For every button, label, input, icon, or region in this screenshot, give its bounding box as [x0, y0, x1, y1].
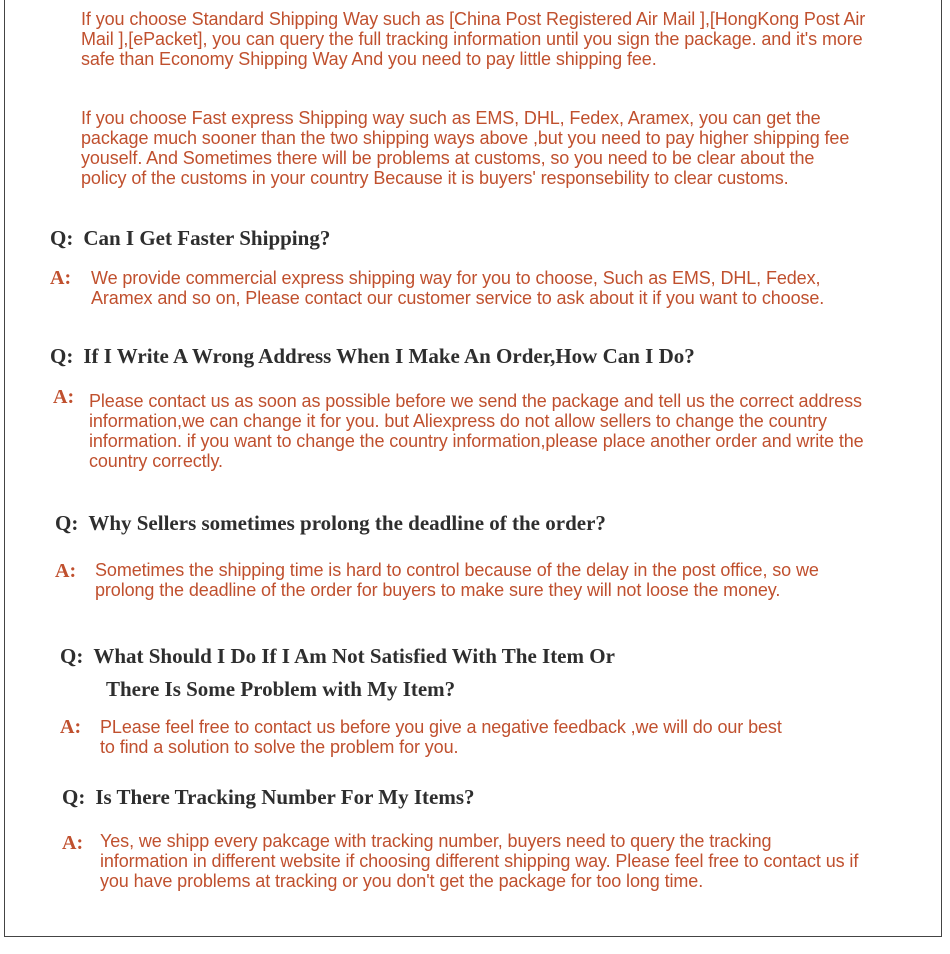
answer-label: A: — [53, 386, 75, 408]
faq-question-prolong-deadline — [55, 510, 606, 536]
answer-label: A: — [50, 267, 72, 289]
faq-answer-faster-shipping: We provide commercial express shipping way for you to choose, Such as EMS, DHL, Fedex, Aramex and so on, Please contact our customer service to ask about it if you want to choose. — [91, 268, 825, 308]
faq-question-faster-shipping — [50, 225, 330, 251]
question-label: Q: — [50, 344, 74, 368]
question-label: Q: — [50, 226, 74, 250]
answer-label: A: — [62, 832, 84, 854]
standard-shipping-paragraph: If you choose Standard Shipping Way such as [China Post Registered Air Mail ],[HongKong Post Air Mail ],[ePacket], you can query the full tracking information until you sign the package. and it's more safe than Economy Shipping Way And you need to pay little shipping fee. — [81, 9, 866, 69]
faq-question-not-satisfied — [60, 643, 615, 669]
question-label: Q: — [60, 644, 84, 668]
fast-shipping-paragraph: If you choose Fast express Shipping way such as EMS, DHL, Fedex, Aramex, you can get the package much sooner than the two shipping ways above ,but you need to pay higher shipping fee youself. And Sometimes there will be problems at customs, so you need to be clear about the policy of the customs in your country Because it is buyers' responsebility to clear customs. — [81, 108, 850, 188]
question-text-line2: There Is Some Problem with My Item? — [106, 677, 456, 701]
faq-answer-wrong-address: Please contact us as soon as possible before we send the package and tell us the correct address information,we can change it for you. but Aliexpress do not allow sellers to change the country information. if you want to change the country information,please place another order and write the country correctly. — [89, 391, 864, 471]
question-label: Q: — [62, 785, 86, 809]
faq-answer-tracking-number: Yes, we shipp every pakcage with tracking number, buyers need to query the tracking information in different website if choosing different shipping way. Please feel free to contact us if you have problems at tracking or you don't get the package for too long time. — [100, 831, 859, 891]
faq-question-tracking-number — [62, 784, 475, 810]
answer-label: A: — [60, 716, 82, 738]
faq-answer-prolong-deadline: Sometimes the shipping time is hard to control because of the delay in the post office, so we prolong the deadline of the order for buyers to make sure they will not loose the money. — [95, 560, 819, 600]
question-text: If I Write A Wrong Address When I Make An Order,How Can I Do? — [83, 344, 695, 368]
question-text: Why Sellers sometimes prolong the deadline of the order? — [88, 511, 606, 535]
question-text: Can I Get Faster Shipping? — [83, 226, 331, 250]
answer-label: A: — [55, 560, 77, 582]
question-label: Q: — [55, 511, 79, 535]
question-text: Is There Tracking Number For My Items? — [95, 785, 475, 809]
faq-question-wrong-address — [50, 343, 695, 369]
question-text: What Should I Do If I Am Not Satisfied With The Item Or — [93, 644, 615, 668]
faq-answer-not-satisfied: PLease feel free to contact us before you give a negative feedback ,we will do our best to find a solution to solve the problem for you. — [100, 717, 782, 757]
